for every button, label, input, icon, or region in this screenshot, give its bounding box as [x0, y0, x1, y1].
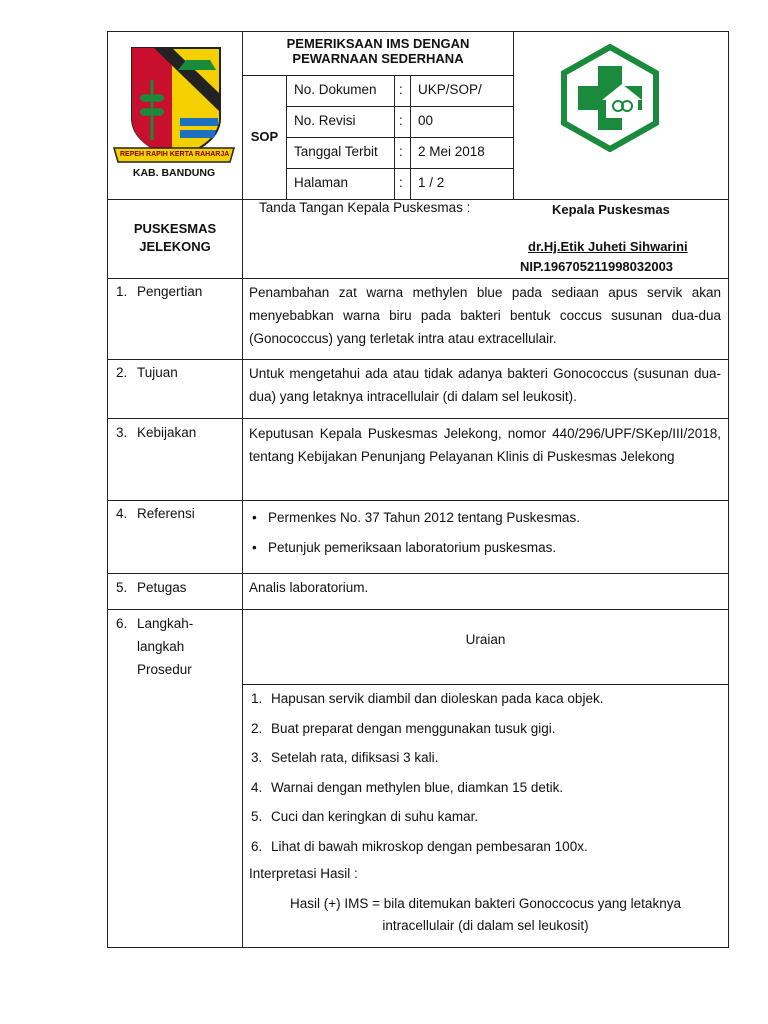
meta-value-rev: 00 — [418, 113, 434, 128]
meta-label-page: Halaman — [294, 175, 349, 190]
logo-banner-text: REPEH RAPIH KERTA RAHARJA — [120, 151, 230, 158]
puskesmas-logo — [558, 44, 662, 152]
meta-value-page: 1 / 2 — [418, 175, 445, 190]
meta-sep-page: : — [399, 175, 403, 190]
procedure-step: 4. Warnai dengan methylen blue, diamkan 15 detik. — [251, 779, 564, 795]
regency-label: KAB. BANDUNG — [132, 167, 216, 179]
section-label-tujuan: Tujuan — [137, 365, 178, 380]
reference-item: • Permenkes No. 37 Tahun 2012 tentang Puskesmas. — [246, 507, 716, 529]
document-title-line2: PEWARNAAN SEDERHANA — [292, 51, 464, 66]
section-number-referensi: 4. — [116, 506, 128, 521]
section-label-prosedur-2: langkah — [137, 639, 185, 654]
procedure-step-text: Setelah rata, difiksasi 3 kali. — [271, 750, 439, 766]
result-line-1: Hasil (+) IMS = bila ditemukan bakteri Gonoccocus yang letaknya — [290, 896, 681, 911]
uraian-header: Uraian — [465, 632, 506, 647]
meta-sep-rev: : — [399, 113, 403, 128]
kab-bandung-logo — [108, 40, 240, 186]
procedure-steps — [249, 688, 719, 866]
section-number-prosedur: 6. — [116, 616, 128, 631]
section-number-petugas: 5. — [116, 580, 128, 595]
section-label-pengertian: Pengertian — [137, 284, 203, 299]
meta-sep-doc: : — [399, 82, 403, 97]
procedure-step-text: Lihat di bawah mikroskop dengan pembesaran 100x. — [271, 838, 588, 854]
section-label-prosedur-1: Langkah- — [137, 616, 194, 631]
section-text-pengertian: Penambahan zat warna methylen blue pada sediaan apus servik akan menyebabkan warna biru pada bakteri bentuk coccus susunan dua-dua (Gonococcus) yang terletak intra atau extracellulair. — [249, 285, 721, 346]
procedure-step: 5. Cuci dan keringkan di suhu kamar. — [251, 809, 479, 825]
procedure-step: 2. Buat preparat dengan menggunakan tusuk gigi. — [251, 720, 556, 736]
section-number-pengertian: 1. — [116, 284, 128, 299]
reference-list — [246, 507, 716, 559]
head-name: dr.Hj.Etik Juheti Sihwarini — [528, 239, 688, 254]
meta-sep-date: : — [399, 144, 403, 159]
section-text-kebijakan: Keputusan Kepala Puskesmas Jelekong, nomor 440/296/UPF/SKep/III/2018, tentang Kebijakan Penunjang Pelayanan Klinis di Puskesmas Jelekong — [249, 426, 721, 464]
section-number-kebijakan: 3. — [116, 425, 128, 440]
procedure-step-text: Buat preparat dengan menggunakan tusuk gigi. — [271, 720, 556, 736]
procedure-step-text: Cuci dan keringkan di suhu kamar. — [271, 809, 479, 825]
section-label-petugas: Petugas — [137, 580, 187, 595]
head-nip: NIP.196705211998032003 — [520, 259, 674, 274]
meta-label-date: Tanggal Terbit — [294, 144, 378, 159]
section-label-referensi: Referensi — [137, 506, 195, 521]
section-label-prosedur-3: Prosedur — [137, 662, 192, 677]
reference-item: • Petunjuk pemeriksaan laboratorium puskesmas. — [246, 537, 716, 559]
procedure-step-text: Warnai dengan methylen blue, diamkan 15 detik. — [271, 779, 564, 795]
meta-value-doc: UKP/SOP/ — [418, 82, 482, 97]
meta-value-date: 2 Mei 2018 — [418, 144, 485, 159]
section-text-petugas: Analis laboratorium. — [249, 580, 369, 595]
result-line-2: intracellulair (di dalam sel leukosit) — [382, 918, 589, 933]
procedure-step: 6. Lihat di bawah mikroskop dengan pembesaran 100x. — [251, 838, 588, 854]
interpretation-label: Interpretasi Hasil : — [249, 866, 358, 881]
meta-label-rev: No. Revisi — [294, 113, 356, 128]
signature-label: Tanda Tangan Kepala Puskesmas : — [259, 200, 471, 215]
facility-name-line1: PUSKESMAS — [133, 221, 217, 236]
document-title-line1: PEMERIKSAAN IMS DENGAN — [286, 36, 470, 51]
meta-label-doc: No. Dokumen — [294, 82, 377, 97]
puskesmas-cross-icon — [558, 44, 662, 152]
procedure-step: 1. Hapusan servik diambil dan dioleskan pada kaca objek. — [251, 691, 604, 706]
procedure-step: 3. Setelah rata, difiksasi 3 kali. — [251, 750, 439, 766]
section-number-tujuan: 2. — [116, 365, 128, 380]
procedure-step-text: Hapusan servik diambil dan dioleskan pada kaca objek. — [271, 691, 604, 706]
head-title: Kepala Puskesmas — [552, 202, 670, 217]
section-text-tujuan: Untuk mengetahui ada atau tidak adanya bakteri Gonococcus (susunan dua-dua) yang letaknya intracellulair (di dalam sel leukosit). — [249, 366, 721, 404]
section-label-kebijakan: Kebijakan — [137, 425, 197, 440]
facility-name-line2: JELEKONG — [139, 239, 211, 254]
sop-label: SOP — [250, 129, 279, 144]
